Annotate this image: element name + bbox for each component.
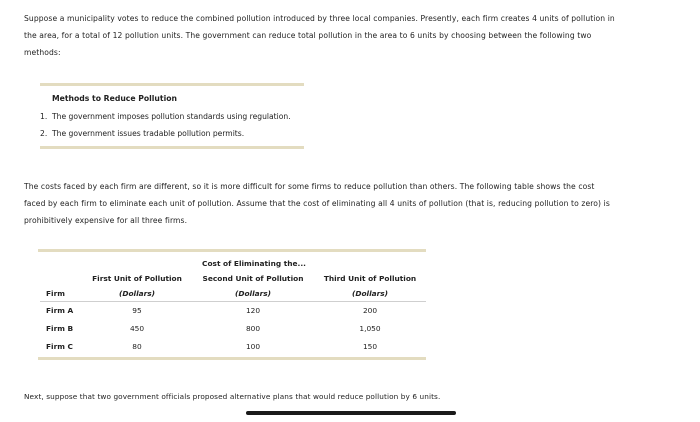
method-item-2-text: The government issues tradable pollution permits. (52, 129, 245, 138)
firm-c-second-cost: 100 (245, 342, 261, 351)
table-header-divider (40, 301, 426, 302)
col-unit-third: (Dollars) (351, 289, 389, 298)
method-item-1-text: The government imposes pollution standards using regulation. (52, 112, 291, 121)
methods-heading: Methods to Reduce Pollution (52, 94, 177, 103)
col-unit-second: (Dollars) (234, 289, 272, 298)
methods-top-rule (40, 83, 304, 86)
intro-line-2: the area, for a total of 12 pollution units. The government can reduce total pollution in the area to 6 units by choosing between the following two (24, 31, 592, 40)
row-firm-b-label: Firm B (46, 324, 74, 333)
costs-line-3: prohibitively expensive for all three firms. (24, 216, 188, 225)
firm-b-third-cost: 1,050 (359, 324, 381, 333)
col-header-firm: Firm (46, 289, 65, 298)
table-bottom-rule (38, 357, 426, 360)
row-firm-c-label: Firm C (46, 342, 73, 351)
col-header-second: Second Unit of Pollution (202, 274, 304, 283)
intro-paragraph (24, 10, 664, 61)
costs-line-1: The costs faced by each firm are different, so it is more difficult for some firms to reduce pollution than others. The following table shows the cost (24, 182, 595, 191)
col-header-first: First Unit of Pollution (92, 274, 182, 283)
table-top-rule (38, 249, 426, 252)
firm-b-first-cost: 450 (129, 324, 145, 333)
table-group-header: Cost of Eliminating the... (202, 259, 306, 268)
intro-line-3: methods: (24, 48, 61, 57)
method-item-2-number: 2. (40, 129, 48, 138)
firm-a-first-cost: 95 (132, 306, 142, 315)
row-firm-a-label: Firm A (46, 306, 74, 315)
next-paragraph: Next, suppose that two government officials proposed alternative plans that would reduce pollution by 6 units. (24, 392, 441, 401)
firm-c-first-cost: 80 (132, 342, 142, 351)
scroll-indicator-bar[interactable] (246, 411, 456, 415)
intro-line-1: Suppose a municipality votes to reduce the combined pollution introduced by three local companies. Presently, each firm creates 4 units of pollution in (24, 14, 615, 23)
costs-line-2: faced by each firm to eliminate each unit of pollution. Assume that the cost of eliminating all 4 units of pollution (that is, reducing pollution to zero) is (24, 199, 610, 208)
method-item-2 (40, 129, 244, 138)
method-item-1-number: 1. (40, 112, 48, 121)
firm-c-third-cost: 150 (362, 342, 378, 351)
costs-paragraph (24, 178, 664, 229)
firm-a-second-cost: 120 (245, 306, 261, 315)
col-unit-first: (Dollars) (118, 289, 156, 298)
method-item-1 (40, 112, 291, 121)
firm-b-second-cost: 800 (245, 324, 261, 333)
methods-bottom-rule (40, 146, 304, 149)
firm-a-third-cost: 200 (362, 306, 378, 315)
col-header-third: Third Unit of Pollution (323, 274, 417, 283)
